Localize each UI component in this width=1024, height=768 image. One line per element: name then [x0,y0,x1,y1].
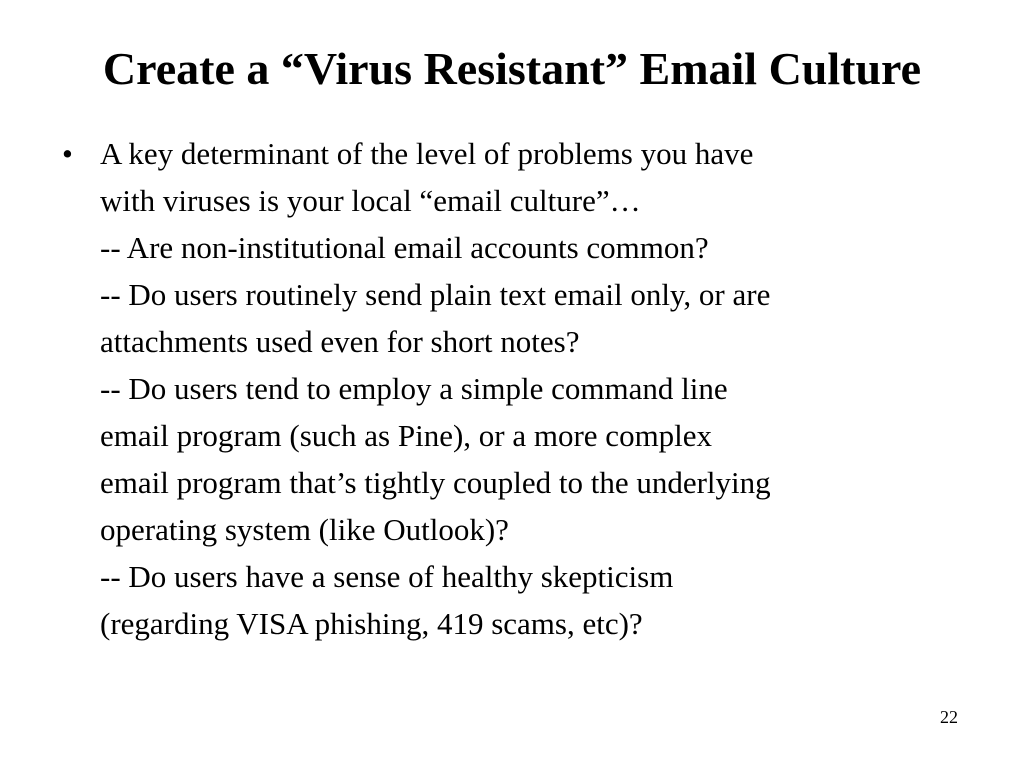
bullet-marker: • [62,136,73,171]
bullet-line: -- Do users have a sense of healthy skepticism [100,559,674,594]
slide-title: Create a “Virus Resistant” Email Culture [102,43,922,94]
bullet-line: attachments used even for short notes? [100,324,580,359]
bullet-line: (regarding VISA phishing, 419 scams, etc)? [100,606,643,641]
bullet-line: with viruses is your local “email culture”… [100,183,641,218]
bullet-line: email program that’s tightly coupled to the underlying [100,465,771,500]
page-number: 22 [940,707,958,727]
bullet-line: operating system (like Outlook)? [100,512,509,547]
bullet-line: A key determinant of the level of problems you have [100,136,754,171]
bullet-line: email program (such as Pine), or a more complex [100,418,713,453]
bullet-text [100,130,980,647]
bullet-line: -- Do users routinely send plain text email only, or are [100,277,771,312]
bullet-line: -- Are non-institutional email accounts common? [100,230,709,265]
bullet-line: -- Do users tend to employ a simple command line [100,371,728,406]
